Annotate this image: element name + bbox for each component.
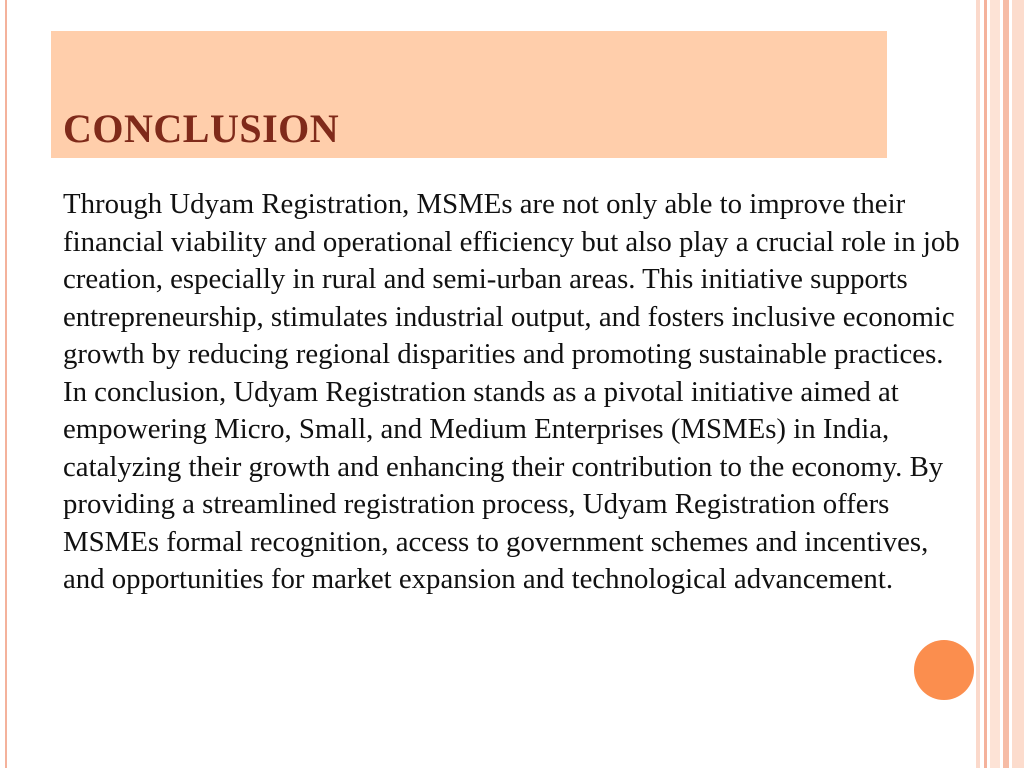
stripe bbox=[1003, 0, 1009, 768]
accent-circle bbox=[914, 640, 974, 700]
stripe bbox=[1012, 0, 1024, 768]
stripe bbox=[976, 0, 980, 768]
right-decorative-stripes bbox=[976, 0, 1024, 768]
stripe bbox=[984, 0, 987, 768]
stripe bbox=[990, 0, 1000, 768]
slide-body-text: Through Udyam Registration, MSMEs are not only able to improve their financial viability and operational efficiency but also play a crucial role in job creation, especially in rural and semi-urban areas. This initiative supports entrepreneurship, stimulates industrial output, and fosters inclusive economic growth by reducing regional disparities and promoting sustainable practices. In conclusion, Udyam Registration stands as a pivotal initiative aimed at empowering Micro, Small, and Medium Enterprises (MSMEs) in India, catalyzing their growth and enhancing their contribution to the economy. By providing a streamlined registration process, Udyam Registration offers MSMEs formal recognition, access to government schemes and incentives, and opportunities for market expansion and technological advancement. bbox=[63, 188, 960, 595]
left-border-line bbox=[5, 0, 7, 768]
slide-title: CONCLUSION bbox=[63, 106, 340, 151]
